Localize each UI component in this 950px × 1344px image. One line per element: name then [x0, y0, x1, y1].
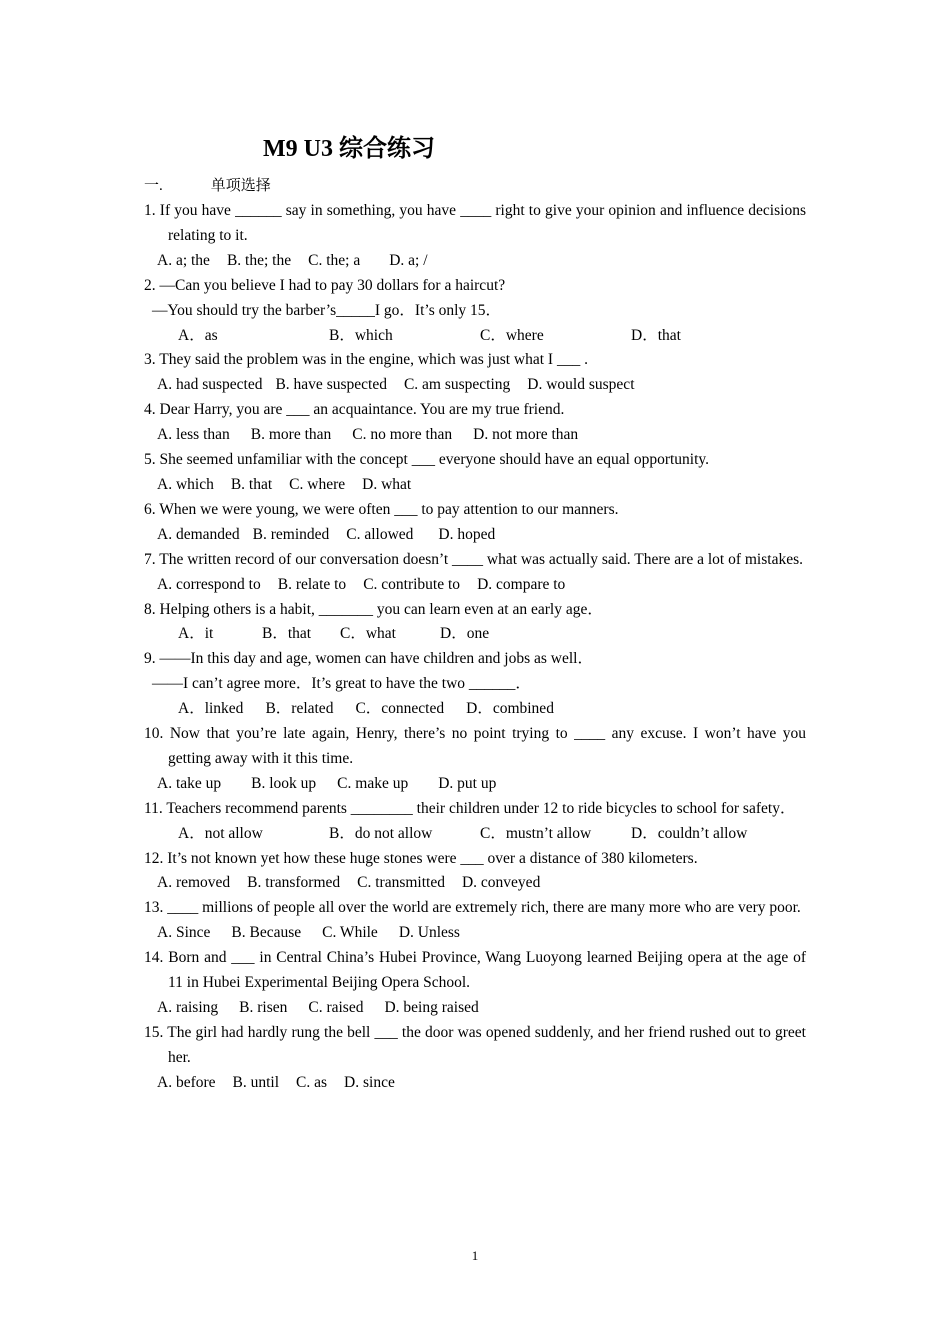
section-heading	[144, 175, 271, 197]
option-row	[144, 523, 806, 548]
question-6	[144, 498, 806, 548]
option-row	[144, 473, 806, 498]
option-c: C．what	[340, 625, 396, 643]
option-b: B. have suspected	[275, 376, 387, 394]
question-13	[144, 896, 806, 946]
option-row	[144, 423, 806, 448]
question-3	[144, 348, 806, 398]
option-c: C．mustn’t allow	[480, 824, 592, 842]
option-c: C. raised	[308, 999, 364, 1016]
option-b: B. relate to	[277, 575, 347, 593]
option-b: B. until	[232, 1073, 280, 1091]
option-row	[144, 772, 806, 797]
option-b: B. look up	[251, 774, 317, 792]
option-a: A. demanded	[157, 525, 240, 543]
option-d: D. conveyed	[461, 874, 541, 892]
question-stem: 4. Dear Harry, you are ___ an acquaintance. You are my true friend.	[144, 401, 565, 419]
option-c: C. am suspecting	[403, 376, 511, 394]
question-4	[144, 398, 806, 448]
option-a: A. less than	[157, 426, 230, 444]
question-stem: 6. When we were young, we were often ___ to pay attention to our manners.	[144, 500, 619, 518]
option-d: D. not more than	[473, 426, 579, 444]
option-a: A．as	[178, 326, 218, 344]
question-5	[144, 448, 806, 498]
question-stem: 9. ——In this day and age, women can have children and jobs as well．	[144, 650, 593, 668]
option-row	[144, 996, 806, 1021]
option-a: A. removed	[157, 874, 231, 892]
question-11	[144, 797, 806, 847]
question-stem: 10. Now that you’re late again, Henry, there’s no point trying to ____ any excuse. I won’t have you getting away with it this time.	[144, 725, 806, 767]
option-d: D. Unless	[398, 924, 460, 942]
question-8	[144, 598, 806, 648]
question-stem: 7. The written record of our conversation doesn’t ____ what was actually said. There are a lot of mistakes.	[144, 550, 803, 568]
option-c: C．connected	[355, 700, 445, 718]
option-d: D. since	[344, 1073, 395, 1091]
option-b: B．which	[329, 326, 393, 344]
option-c: C．where	[480, 326, 544, 344]
option-b: B．related	[265, 700, 334, 718]
option-c: C. the; a	[308, 251, 361, 269]
question-stem-reply: —You should try the barber’s_____I go．It’s only 15．	[152, 301, 502, 319]
option-d: D. put up	[438, 774, 497, 792]
option-row	[144, 871, 806, 896]
option-d: D. a; /	[389, 251, 428, 269]
option-a: A. take up	[157, 774, 222, 792]
option-row	[144, 249, 806, 274]
option-b: B. Because	[231, 924, 302, 942]
option-row	[144, 921, 806, 946]
question-stem-reply: ——I can’t agree more．It’s great to have the two ______．	[152, 675, 531, 693]
option-c: C. where	[289, 475, 346, 493]
page-title: M9 U3 综合练习	[263, 136, 435, 162]
option-a: A. a; the	[157, 251, 210, 269]
question-10	[144, 722, 806, 797]
option-c: C. no more than	[352, 426, 453, 444]
question-15	[144, 1021, 806, 1096]
question-1	[144, 199, 806, 274]
option-a: A. raising	[157, 999, 219, 1016]
option-d: D. hoped	[438, 525, 496, 543]
option-c: C. as	[296, 1073, 328, 1091]
option-a: A. before	[157, 1073, 216, 1091]
question-stem: 8. Helping others is a habit, _______ you can learn even at an early age．	[144, 600, 603, 618]
option-row	[144, 822, 806, 847]
option-a: A. which	[157, 475, 214, 493]
option-c: C. allowed	[346, 525, 414, 543]
option-d: D. what	[362, 475, 412, 493]
option-c: C. While	[322, 924, 378, 942]
page-number: 1	[471, 1248, 479, 1263]
question-stem: 13. ____ millions of people all over the world are extremely rich, there are many more who are very poor.	[144, 899, 801, 917]
option-row	[144, 1071, 806, 1096]
option-b: B. risen	[239, 999, 288, 1016]
question-9	[144, 647, 806, 722]
option-d: D. would suspect	[527, 376, 635, 394]
option-a: A. had suspected	[157, 376, 263, 394]
option-d: D. being raised	[384, 999, 479, 1016]
option-a: A. correspond to	[157, 575, 261, 593]
option-d: D．one	[440, 625, 490, 643]
question-14	[144, 946, 806, 1021]
option-b: B．that	[262, 625, 312, 643]
option-a: A. Since	[157, 924, 211, 942]
question-list	[144, 199, 806, 1096]
option-row	[144, 373, 806, 398]
question-stem: 11. Teachers recommend parents ________ their children under 12 to ride bicycles to school for safety．	[144, 799, 796, 817]
option-b: B. that	[230, 475, 273, 493]
option-d: D．couldn’t allow	[631, 824, 748, 842]
option-row	[144, 697, 806, 722]
option-c: C. contribute to	[363, 575, 461, 593]
section-number: 一.	[144, 178, 163, 194]
option-b: B. reminded	[252, 525, 330, 543]
question-stem: 14. Born and ___ in Central China’s Hubei Province, Wang Luoyong learned Beijing opera at the age of 11 in Hubei Experimental Beijing Opera School.	[144, 949, 806, 992]
option-d: D. compare to	[477, 575, 566, 593]
question-12	[144, 847, 806, 897]
option-row	[144, 622, 806, 647]
option-a: A．linked	[178, 700, 244, 718]
option-a: A．it	[178, 625, 214, 643]
option-a: A．not allow	[178, 824, 263, 842]
question-stem: 3. They said the problem was in the engine, which was just what I ___ .	[144, 351, 588, 369]
option-b: B. more than	[250, 426, 332, 444]
question-stem: 15. The girl had hardly rung the bell ___ the door was opened suddenly, and her friend rushed out to greet her.	[144, 1023, 806, 1066]
option-d: D．combined	[466, 700, 554, 718]
option-b: B. transformed	[247, 874, 341, 892]
question-stem: 5. She seemed unfamiliar with the concept ___ everyone should have an equal opportunity.	[144, 451, 710, 469]
question-2	[144, 274, 806, 349]
option-row	[144, 573, 806, 598]
option-row	[144, 324, 806, 349]
option-b: B．do not allow	[329, 824, 433, 842]
question-stem: 1. If you have ______ say in something, you have ____ right to give your opinion and influence decisions relating to it.	[144, 202, 806, 244]
option-c: C. transmitted	[357, 874, 445, 892]
question-stem: 2. —Can you believe I had to pay 30 dollars for a haircut?	[144, 276, 506, 294]
option-b: B. the; the	[226, 251, 292, 269]
question-stem: 12. It’s not known yet how these huge stones were ___ over a distance of 380 kilometers.	[144, 849, 698, 867]
question-7	[144, 548, 806, 598]
option-c: C. make up	[337, 774, 409, 792]
section-label: 单项选择	[210, 178, 271, 194]
option-d: D．that	[631, 326, 681, 344]
